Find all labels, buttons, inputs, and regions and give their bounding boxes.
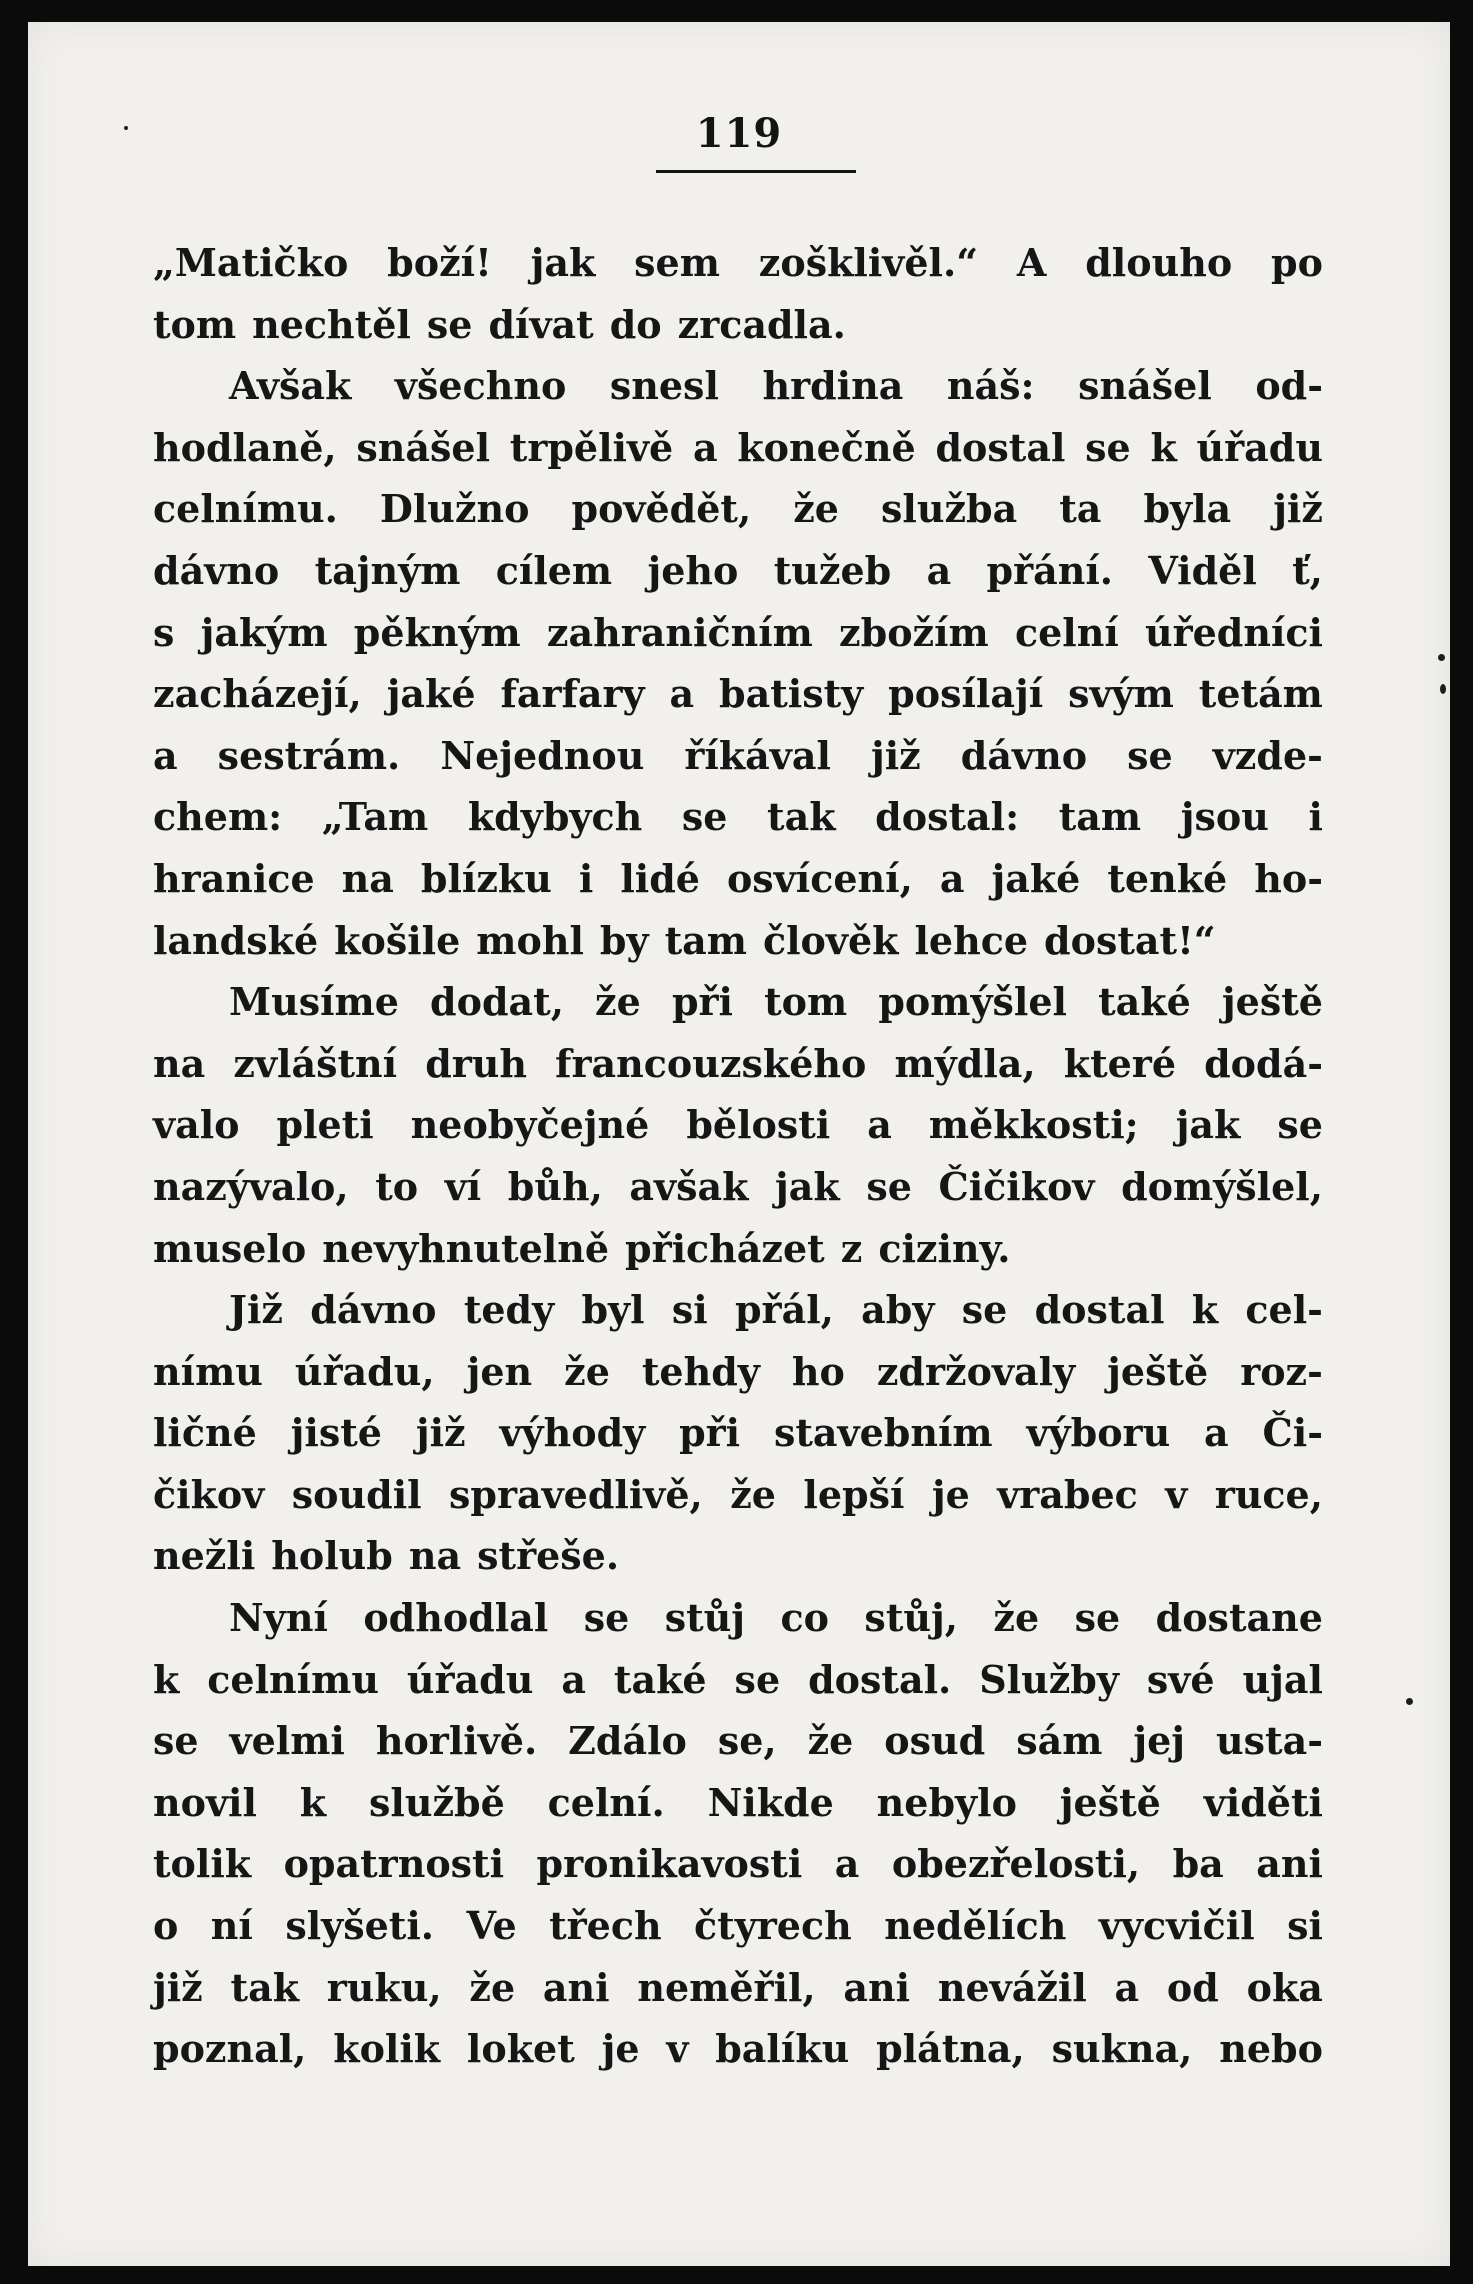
word: na <box>341 855 394 901</box>
word: úřadu <box>406 1656 534 1702</box>
word: již <box>870 732 921 778</box>
word: „Tam <box>321 794 429 840</box>
word: snesl <box>609 363 719 409</box>
word: tetám <box>1198 671 1323 717</box>
word: osud <box>884 1718 986 1764</box>
word: při <box>679 1410 741 1456</box>
word: hodlaně, <box>153 424 337 470</box>
word: farfary <box>500 671 645 717</box>
word: se <box>866 1163 912 1209</box>
ink-speck <box>1406 1698 1413 1705</box>
word: úřadu, <box>294 1348 435 1394</box>
word: hrdina <box>762 363 904 409</box>
word: stůj <box>664 1595 746 1641</box>
word: již <box>153 1964 203 2010</box>
word: si <box>671 1287 708 1333</box>
word: že <box>793 486 839 532</box>
word: Nikde <box>707 1779 834 1825</box>
word: opatrnosti <box>283 1841 505 1887</box>
word: službě <box>369 1779 505 1825</box>
text-line <box>153 1710 1323 1772</box>
text-line <box>153 1464 1323 1526</box>
word: ličné <box>153 1410 257 1456</box>
word: horlivě. <box>375 1718 538 1764</box>
word: Ve <box>466 1903 517 1949</box>
word: co <box>780 1595 829 1641</box>
text-line <box>153 725 1323 787</box>
word: se <box>734 1656 781 1702</box>
word: tehdy <box>641 1348 760 1394</box>
word: tužeb <box>773 547 892 593</box>
text-line <box>153 1525 1323 1587</box>
word: které <box>1063 1040 1176 1086</box>
word: kdybych <box>467 794 643 840</box>
word: k <box>299 1779 327 1825</box>
word: „Matičko <box>153 240 349 285</box>
word: zdržovaly <box>876 1348 1076 1394</box>
word: velmi <box>229 1718 345 1764</box>
text-line <box>153 1341 1323 1403</box>
word: posílají <box>888 671 1044 717</box>
word: boží! <box>387 240 492 285</box>
word: bůh, <box>507 1163 603 1209</box>
word: sem <box>634 240 720 285</box>
word: čtyrech <box>694 1903 852 1949</box>
word: zrcadla. <box>677 301 846 347</box>
word: do <box>609 301 662 347</box>
word: jej <box>1133 1718 1186 1764</box>
word: s <box>153 609 175 655</box>
word: zacházejí, <box>153 671 362 717</box>
word: si <box>1287 1903 1323 1949</box>
word: a <box>939 855 965 901</box>
word: landské <box>153 917 319 963</box>
word: neměřil, <box>637 1964 816 2010</box>
word: ho- <box>1254 855 1323 901</box>
text-line <box>153 232 1323 294</box>
word: se <box>153 1718 199 1764</box>
word: tak <box>767 794 836 840</box>
word: celnímu. <box>153 486 338 532</box>
word: batisty <box>719 671 864 717</box>
word: slyšeti. <box>285 1903 435 1949</box>
word: Čičikov <box>938 1163 1095 1209</box>
word: říkával <box>684 732 831 778</box>
word: se <box>1085 424 1131 470</box>
word: stůj, <box>864 1595 958 1641</box>
word: Služby <box>979 1656 1119 1702</box>
word: v <box>666 2026 689 2072</box>
word: na <box>408 1533 462 1579</box>
word: ještě <box>1059 1779 1161 1825</box>
word: výboru <box>1026 1410 1171 1456</box>
word: jen <box>466 1348 533 1394</box>
word: tam <box>1058 794 1142 840</box>
word: druh <box>425 1040 528 1086</box>
word: soudil <box>291 1471 422 1517</box>
word: cel- <box>1245 1287 1323 1333</box>
word: jeho <box>647 547 739 593</box>
word: dávno <box>960 732 1088 778</box>
word: a <box>834 1841 860 1887</box>
text-line <box>153 1094 1323 1156</box>
word: kolik <box>333 2026 441 2072</box>
word: vycvičil <box>1098 1903 1255 1949</box>
word: k <box>1191 1287 1219 1333</box>
word: a <box>926 547 952 593</box>
word: mýdla, <box>894 1040 1036 1086</box>
word: obezřelosti, <box>891 1841 1141 1887</box>
word: člověk <box>762 917 899 963</box>
word: své <box>1146 1656 1215 1702</box>
word: aby <box>861 1287 935 1333</box>
text-line <box>153 1402 1323 1464</box>
word: a <box>153 732 178 778</box>
word: i <box>1308 794 1323 840</box>
word: že <box>730 1471 776 1517</box>
word: jisté <box>290 1410 382 1456</box>
word: také <box>613 1656 707 1702</box>
word: ani <box>1256 1841 1323 1887</box>
word: že <box>469 1964 516 2010</box>
word: Avšak <box>229 363 352 409</box>
word: jsou <box>1180 794 1269 840</box>
word: dostane <box>1155 1595 1323 1641</box>
word: ani <box>542 1964 610 2010</box>
word: také <box>1098 979 1191 1025</box>
ink-speck <box>124 126 128 130</box>
word: měkkosti; <box>928 1102 1139 1148</box>
word: ť, <box>1292 547 1323 593</box>
word: cílem <box>495 547 613 593</box>
word: se <box>681 794 728 840</box>
word: v <box>1165 1471 1188 1517</box>
word: již <box>415 1410 466 1456</box>
word: avšak <box>629 1163 749 1209</box>
word: nebylo <box>876 1779 1017 1825</box>
word: valo <box>153 1102 240 1148</box>
word: vzde- <box>1212 732 1323 778</box>
word: střeše. <box>477 1533 620 1579</box>
word: nedělích <box>884 1903 1067 1949</box>
word: byla <box>1143 486 1232 532</box>
word: jak <box>1175 1102 1241 1148</box>
word: stavebním <box>773 1410 993 1456</box>
word: ho <box>791 1348 845 1394</box>
word: Viděl <box>1148 547 1257 593</box>
word: nechtěl <box>252 301 411 347</box>
word: trpělivě <box>509 424 674 470</box>
text-line <box>153 478 1323 540</box>
word: Dlužno <box>379 486 530 532</box>
word: košile <box>334 917 461 963</box>
text-line <box>153 910 1323 972</box>
word: čikov <box>153 1471 265 1517</box>
word: jak <box>775 1163 840 1209</box>
word: ještě <box>1107 1348 1209 1394</box>
word: oka <box>1246 1964 1323 2010</box>
word: ruce, <box>1214 1471 1323 1517</box>
text-line <box>153 2018 1323 2080</box>
text-line <box>153 1156 1323 1218</box>
word: od <box>1166 1964 1219 2010</box>
word: tenké <box>1107 855 1228 901</box>
word: lehce <box>914 917 1029 963</box>
word: a <box>561 1656 586 1702</box>
word: se <box>1277 1102 1323 1148</box>
word: dostat!“ <box>1044 917 1216 963</box>
word: sám <box>1016 1718 1103 1764</box>
word: úředníci <box>1144 609 1323 655</box>
text-line <box>153 1218 1323 1280</box>
word: plátna, <box>876 2026 1025 2072</box>
word: bělosti <box>686 1102 831 1148</box>
text-line <box>153 417 1323 479</box>
text-line <box>153 786 1323 848</box>
word: ještě <box>1221 979 1323 1025</box>
word: se <box>1074 1595 1121 1641</box>
word: vrabec <box>997 1471 1138 1517</box>
word: Nejednou <box>440 732 645 778</box>
word: zahraničním <box>546 609 813 655</box>
word: na <box>153 1040 206 1086</box>
word: přál, <box>734 1287 834 1333</box>
word: ví <box>444 1163 482 1209</box>
word: muselo <box>153 1225 307 1271</box>
word: se <box>426 301 473 347</box>
word: dávno <box>153 547 280 593</box>
word: a <box>1204 1410 1229 1456</box>
word: Nyní <box>229 1595 328 1641</box>
word: se <box>961 1287 1008 1333</box>
text-line <box>153 1895 1323 1957</box>
word: zvláštní <box>233 1040 398 1086</box>
word: se, <box>717 1718 777 1764</box>
word: pomýšlel <box>878 979 1067 1025</box>
word: z <box>840 1225 863 1271</box>
word: nevyhnutelně <box>322 1225 610 1271</box>
word: lepší <box>803 1471 905 1517</box>
word: viděti <box>1203 1779 1323 1825</box>
word: nebo <box>1219 2026 1323 2072</box>
word: o <box>153 1903 179 1949</box>
word: že <box>993 1595 1040 1641</box>
word: dávno <box>310 1287 437 1333</box>
word: ani <box>843 1964 911 2010</box>
word: A <box>1016 240 1047 285</box>
word: že <box>595 979 641 1025</box>
word: Již <box>229 1287 283 1333</box>
word: dostal <box>935 424 1066 470</box>
word: chem: <box>153 794 283 840</box>
word: lidé <box>620 855 700 901</box>
word: výhody <box>499 1410 646 1456</box>
word: domýšlel, <box>1121 1163 1323 1209</box>
word: ba <box>1172 1841 1224 1887</box>
word: a <box>692 424 718 470</box>
text-line <box>153 1772 1323 1834</box>
text-line <box>153 294 1323 356</box>
word: novil <box>153 1779 257 1825</box>
word: loket <box>466 2026 575 2072</box>
word: to <box>375 1163 419 1209</box>
text-line <box>153 540 1323 602</box>
word: ciziny. <box>878 1225 1011 1271</box>
word: celní. <box>547 1779 665 1825</box>
word: úřadu <box>1196 424 1323 470</box>
word: neobyčejné <box>410 1102 650 1148</box>
word: tom <box>764 979 848 1025</box>
page-number-rule <box>656 170 856 173</box>
word: dostal. <box>808 1656 952 1702</box>
word: i <box>578 855 594 901</box>
word: konečně <box>737 424 916 470</box>
word: je <box>601 2026 640 2072</box>
word: holub <box>271 1533 393 1579</box>
word: roz- <box>1240 1348 1323 1394</box>
word: po <box>1271 240 1323 285</box>
page-number: 119 <box>695 110 783 157</box>
text-line <box>153 848 1323 910</box>
word: tam <box>664 917 747 963</box>
word: celní <box>1014 609 1119 655</box>
word: Musíme <box>229 979 399 1025</box>
word: nežli <box>153 1533 256 1579</box>
book-page <box>28 22 1450 2266</box>
ink-speck <box>1438 654 1445 661</box>
word: francouzského <box>555 1040 867 1086</box>
text-line <box>153 1279 1323 1341</box>
word: jaké <box>386 671 476 717</box>
word: mohl <box>476 917 584 963</box>
word: tolik <box>153 1841 252 1887</box>
word: blízku <box>420 855 552 901</box>
word: pěkným <box>353 609 521 655</box>
word: jak <box>530 240 596 285</box>
word: při <box>671 979 733 1025</box>
word: tedy <box>463 1287 555 1333</box>
text-line <box>153 1033 1323 1095</box>
word: snášel <box>1078 363 1212 409</box>
word: zbožím <box>839 609 989 655</box>
word: odhodlal <box>363 1595 549 1641</box>
text-line <box>153 1833 1323 1895</box>
word: nazývalo, <box>153 1163 349 1209</box>
word: tom <box>153 301 237 347</box>
word: je <box>931 1471 970 1517</box>
text-line <box>153 663 1323 725</box>
word: sestrám. <box>217 732 401 778</box>
body-text <box>153 232 1323 2080</box>
word: přicházet <box>625 1225 825 1271</box>
word: služba <box>881 486 1018 532</box>
word: jaké <box>991 855 1081 901</box>
word: Zdálo <box>568 1718 687 1764</box>
word: dívat <box>488 301 594 347</box>
word: byl <box>581 1287 645 1333</box>
word: sukna, <box>1051 2026 1193 2072</box>
word: jakým <box>200 609 328 655</box>
word: pleti <box>276 1102 374 1148</box>
word: nímu <box>153 1348 263 1394</box>
word: a <box>867 1102 892 1148</box>
word: by <box>599 917 649 963</box>
text-line <box>153 602 1323 664</box>
word: a <box>1114 1964 1140 2010</box>
word: všechno <box>394 363 567 409</box>
word: spravedlivě, <box>448 1471 703 1517</box>
word: náš: <box>946 363 1035 409</box>
word: hranice <box>153 855 315 901</box>
word: a <box>669 671 695 717</box>
word: osvícení, <box>726 855 913 901</box>
word: že <box>807 1718 854 1764</box>
word: se <box>583 1595 630 1641</box>
word: Či- <box>1262 1410 1323 1456</box>
word: zošklivěl.“ <box>758 240 979 285</box>
word: tajným <box>314 547 461 593</box>
word: dodá- <box>1204 1040 1323 1086</box>
word: celnímu <box>207 1656 379 1702</box>
text-line <box>153 1957 1323 2019</box>
text-line <box>153 355 1323 417</box>
word: usta- <box>1216 1718 1323 1764</box>
word: od- <box>1255 363 1323 409</box>
word: ta <box>1059 486 1102 532</box>
word: dodat, <box>430 979 564 1025</box>
word: tak <box>230 1964 300 2010</box>
ink-speck <box>1440 684 1446 694</box>
word: balíku <box>715 2026 850 2072</box>
text-line <box>153 1587 1323 1649</box>
text-line <box>153 971 1323 1033</box>
word: třech <box>549 1903 662 1949</box>
word: snášel <box>356 424 491 470</box>
word: že <box>564 1348 610 1394</box>
word: ruku, <box>326 1964 442 2010</box>
text-line <box>153 1649 1323 1711</box>
word: dostal <box>1034 1287 1165 1333</box>
word: dostal: <box>875 794 1020 840</box>
word: nevážil <box>937 1964 1087 2010</box>
word: ujal <box>1242 1656 1323 1702</box>
word: se <box>1127 732 1173 778</box>
word: již <box>1273 486 1323 532</box>
word: pronikavosti <box>536 1841 803 1887</box>
word: k <box>153 1656 180 1702</box>
word: ní <box>210 1903 253 1949</box>
word: povědět, <box>571 486 752 532</box>
word: dlouho <box>1085 240 1233 285</box>
word: svým <box>1068 671 1174 717</box>
word: přání. <box>986 547 1114 593</box>
word: k <box>1150 424 1177 470</box>
word: poznal, <box>153 2026 307 2072</box>
